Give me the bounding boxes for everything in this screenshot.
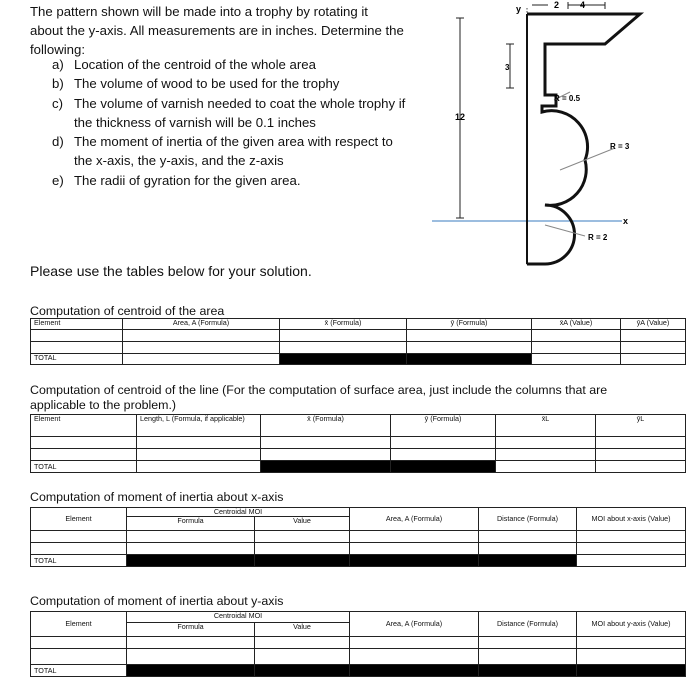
header-xa: x̄A (Value) — [532, 319, 621, 330]
header-formula: Formula — [127, 517, 255, 531]
header-area: Area, A (Formula) — [350, 612, 479, 637]
header-xbar: x̄ (Formula) — [261, 415, 391, 437]
x-axis-label: x — [623, 216, 629, 226]
table1 — [30, 318, 686, 365]
table4-title: Computation of moment of inertia about y-axis — [30, 594, 284, 608]
total-label: TOTAL — [31, 354, 123, 365]
header-moi: MOI about x-axis (Value) — [577, 508, 686, 531]
header-ya: ȳA (Value) — [621, 319, 686, 330]
trophy-figure — [430, 0, 692, 268]
header-centroidal: Centroidal MOI — [127, 508, 350, 517]
header-length: Length, L (Formula, if applicable) — [137, 415, 261, 437]
table3-total-row — [31, 555, 686, 567]
problem-intro — [30, 2, 430, 59]
table-row — [31, 543, 686, 555]
item-text: Location of the centroid of the whole area — [74, 57, 316, 72]
item-d-cont — [74, 151, 284, 170]
table-row — [31, 637, 686, 649]
total-label: TOTAL — [31, 555, 127, 567]
instruction-text: Please use the tables below for your solution. — [30, 263, 312, 279]
table4-total-row — [31, 665, 686, 677]
item-letter: e) — [52, 173, 64, 188]
header-ybar: ȳ (Formula) — [391, 415, 496, 437]
item-letter: a) — [52, 57, 64, 72]
header-xbar: x̄ (Formula) — [280, 319, 407, 330]
r2-label: R = 2 — [588, 233, 608, 242]
header-value: Value — [255, 623, 350, 637]
header-distance: Distance (Formula) — [479, 612, 577, 637]
intro-line: following: — [30, 42, 85, 57]
header-yl: ȳL — [596, 415, 686, 437]
item-text: The moment of inertia of the given area with respect to — [74, 134, 393, 149]
table-row — [31, 437, 686, 449]
dim-2-label: 2 — [554, 0, 560, 10]
item-text: The volume of varnish needed to coat the whole trophy if — [74, 96, 406, 111]
r05-label: R = 0.5 — [554, 94, 581, 103]
item-e — [52, 171, 301, 190]
header-centroidal: Centroidal MOI — [127, 612, 350, 623]
item-letter: c) — [52, 96, 63, 111]
table-row — [31, 649, 686, 665]
item-letter: b) — [52, 76, 64, 91]
item-text: The volume of wood to be used for the trophy — [74, 76, 340, 91]
intro-line: about the y-axis. All measurements are in inches. Determine the — [30, 23, 404, 38]
item-text: The radii of gyration for the given area. — [74, 173, 301, 188]
y-axis-label: y — [516, 4, 522, 14]
header-element: Element — [31, 508, 127, 531]
table1-total-row — [31, 354, 686, 365]
intro-line: The pattern shown will be made into a trophy by rotating it — [30, 4, 368, 19]
header-formula: Formula — [127, 623, 255, 637]
item-d — [52, 132, 393, 151]
item-c — [52, 94, 406, 113]
dim-3-label: 3 — [505, 63, 510, 72]
item-c-cont — [74, 113, 316, 132]
header-value: Value — [255, 517, 350, 531]
item-text: the thickness of varnish will be 0.1 inches — [74, 115, 316, 130]
dim-4-label: 4 — [580, 0, 586, 10]
r3-label: R = 3 — [610, 142, 630, 151]
item-text: the x-axis, the y-axis, and the z-axis — [74, 153, 284, 168]
item-b — [52, 74, 340, 93]
header-distance: Distance (Formula) — [479, 508, 577, 531]
table3 — [30, 507, 686, 567]
header-element: Element — [31, 319, 123, 330]
table4-header-row1 — [31, 612, 686, 623]
table-row — [31, 330, 686, 342]
table4 — [30, 611, 686, 677]
table3-title: Computation of moment of inertia about x-axis — [30, 490, 284, 504]
table2 — [30, 414, 686, 473]
table2-title-line: Computation of centroid of the line (For the computation of surface area, just include the columns that are — [30, 383, 608, 397]
table-row — [31, 531, 686, 543]
total-label: TOTAL — [31, 461, 137, 473]
header-xl: x̄L — [496, 415, 596, 437]
table2-title — [30, 383, 607, 413]
pattern-outline — [527, 14, 640, 264]
total-label: TOTAL — [31, 665, 127, 677]
table2-header — [31, 415, 686, 437]
item-letter: d) — [52, 134, 64, 149]
header-area: Area, A (Formula) — [123, 319, 280, 330]
header-element: Element — [31, 415, 137, 437]
header-area: Area, A (Formula) — [350, 508, 479, 531]
table2-total-row — [31, 461, 686, 473]
dim-12-label: 12 — [455, 112, 466, 122]
table1-header — [31, 319, 686, 330]
table3-header-row1 — [31, 508, 686, 517]
table-row — [31, 449, 686, 461]
header-ybar: ȳ (Formula) — [407, 319, 532, 330]
header-moi: MOI about y-axis (Value) — [577, 612, 686, 637]
table-row — [31, 342, 686, 354]
item-a — [52, 55, 316, 74]
table2-title-line: applicable to the problem.) — [30, 398, 177, 412]
header-element: Element — [31, 612, 127, 637]
table1-title: Computation of centroid of the area — [30, 304, 225, 318]
